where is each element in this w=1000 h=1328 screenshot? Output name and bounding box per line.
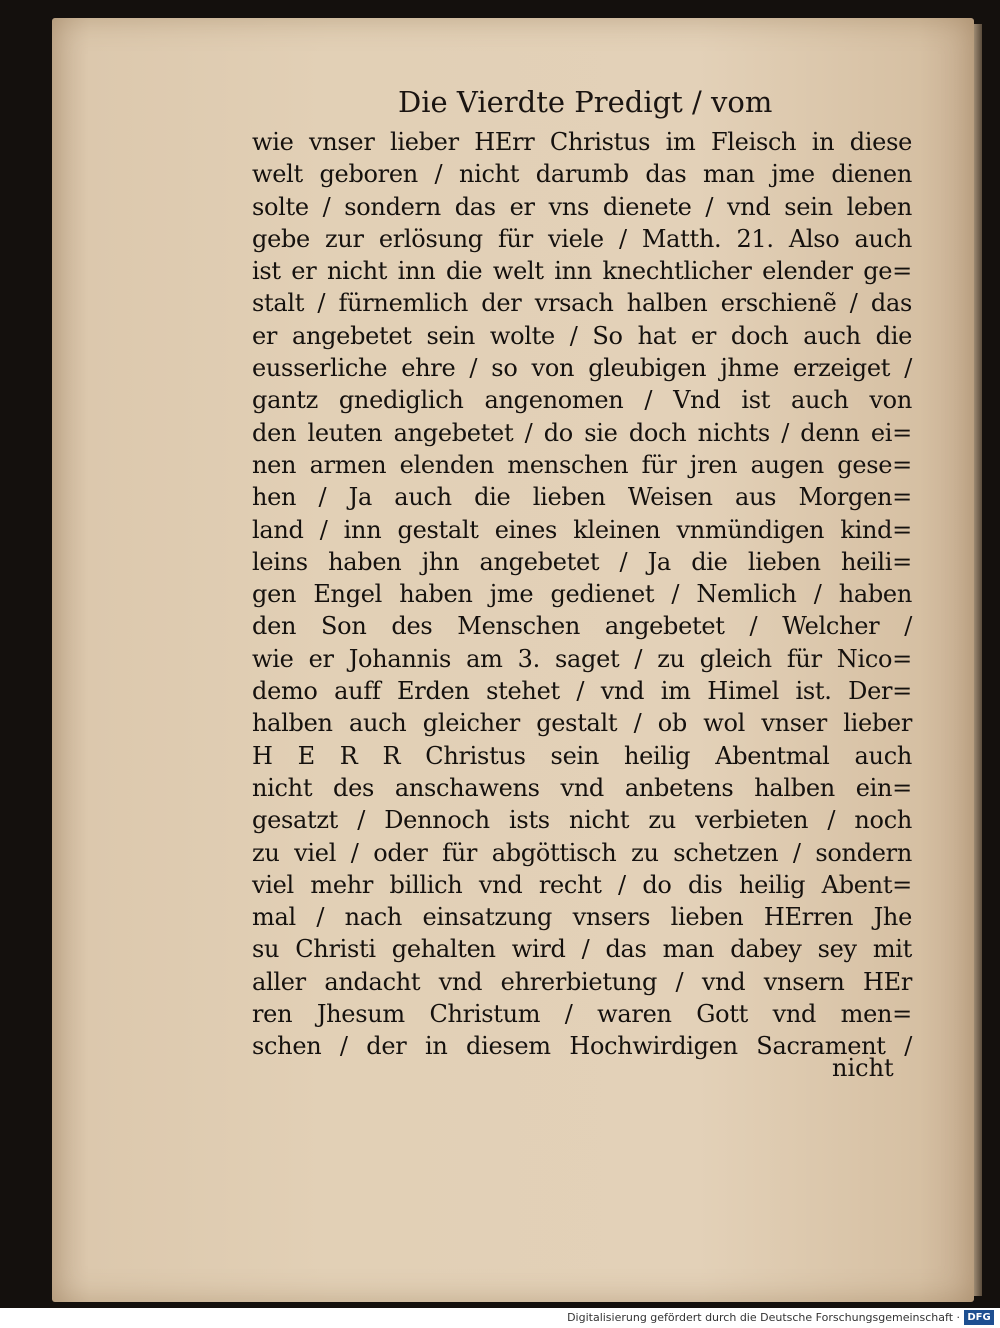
text-line: nen armen elenden menschen für jren augen gese= [252,450,912,479]
text-line: su Christi gehalten wird / das man dabey sey mit [252,935,912,964]
dfg-logo: DFG [964,1310,994,1325]
text-line: ist er nicht inn die welt inn knechtlicher elender ge= [252,257,912,286]
text-line: solte / sondern das er vns dienete / vnd sein leben [252,192,912,221]
text-line: welt geboren / nicht darumb das man jme dienen [252,160,912,189]
text-line: ren Jhesum Christum / waren Gott vnd men= [252,1000,912,1029]
text-line: aller andacht vnd ehrerbietung / vnd vnsern HEr [252,967,912,996]
running-head: Die Vierdte Predigt / vom [398,85,773,119]
text-line: zu viel / oder für abgöttisch zu schetzen / sondern [252,838,912,867]
text-line: gen Engel haben jme gedienet / Nemlich / haben [252,580,912,609]
text-line: er angebetet sein wolte / So hat er doch auch die [252,321,912,350]
catchword: nicht [832,1054,894,1082]
text-line: wie vnser lieber HErr Christus im Fleisch in diese [252,128,912,156]
text-line: den leuten angebetet / do sie doch nichts / denn ei= [252,418,912,447]
text-line: stalt / fürnemlich der vrsach halben erschienẽ / das [252,289,912,318]
text-line: halben auch gleicher gestalt / ob wol vnser lieber [252,709,912,738]
text-line: nicht des anschawens vnd anbetens halben ein= [252,773,912,802]
footer-bar [0,1308,1000,1328]
page-edge [974,24,982,1296]
footer-credit: Digitalisierung gefördert durch die Deutsche Forschungsgemeinschaft · [567,1311,960,1324]
text-line: gantz gnediglich angenomen / Vnd ist auch von [252,386,912,415]
text-block [252,126,912,1063]
text-line: land / inn gestalt eines kleinen vnmündigen kind= [252,515,912,544]
text-line: den Son des Menschen angebetet / Welcher / [252,612,912,641]
text-line: wie er Johannis am 3. saget / zu gleich für Nico= [252,644,912,673]
text-line: hen / Ja auch die lieben Weisen aus Morgen= [252,483,912,512]
text-line: schen / der in diesem Hochwirdigen Sacrament / [252,1032,912,1061]
text-line: H E R R Christus sein heilig Abentmal auch [252,741,912,770]
text-line: gesatzt / Dennoch ists nicht zu verbieten / noch [252,806,912,835]
text-line: mal / nach einsatzung vnsers lieben HErren Jhe [252,903,912,932]
text-line: viel mehr billich vnd recht / do dis heilig Abent= [252,870,912,899]
text-line: demo auff Erden stehet / vnd im Himel ist. Der= [252,677,912,706]
text-line: leins haben jhn angebetet / Ja die lieben heili= [252,547,912,576]
text-line: eusserliche ehre / so von gleubigen jhme erzeiget / [252,354,912,383]
text-line: gebe zur erlösung für viele / Matth. 21. Also auch [252,224,912,253]
